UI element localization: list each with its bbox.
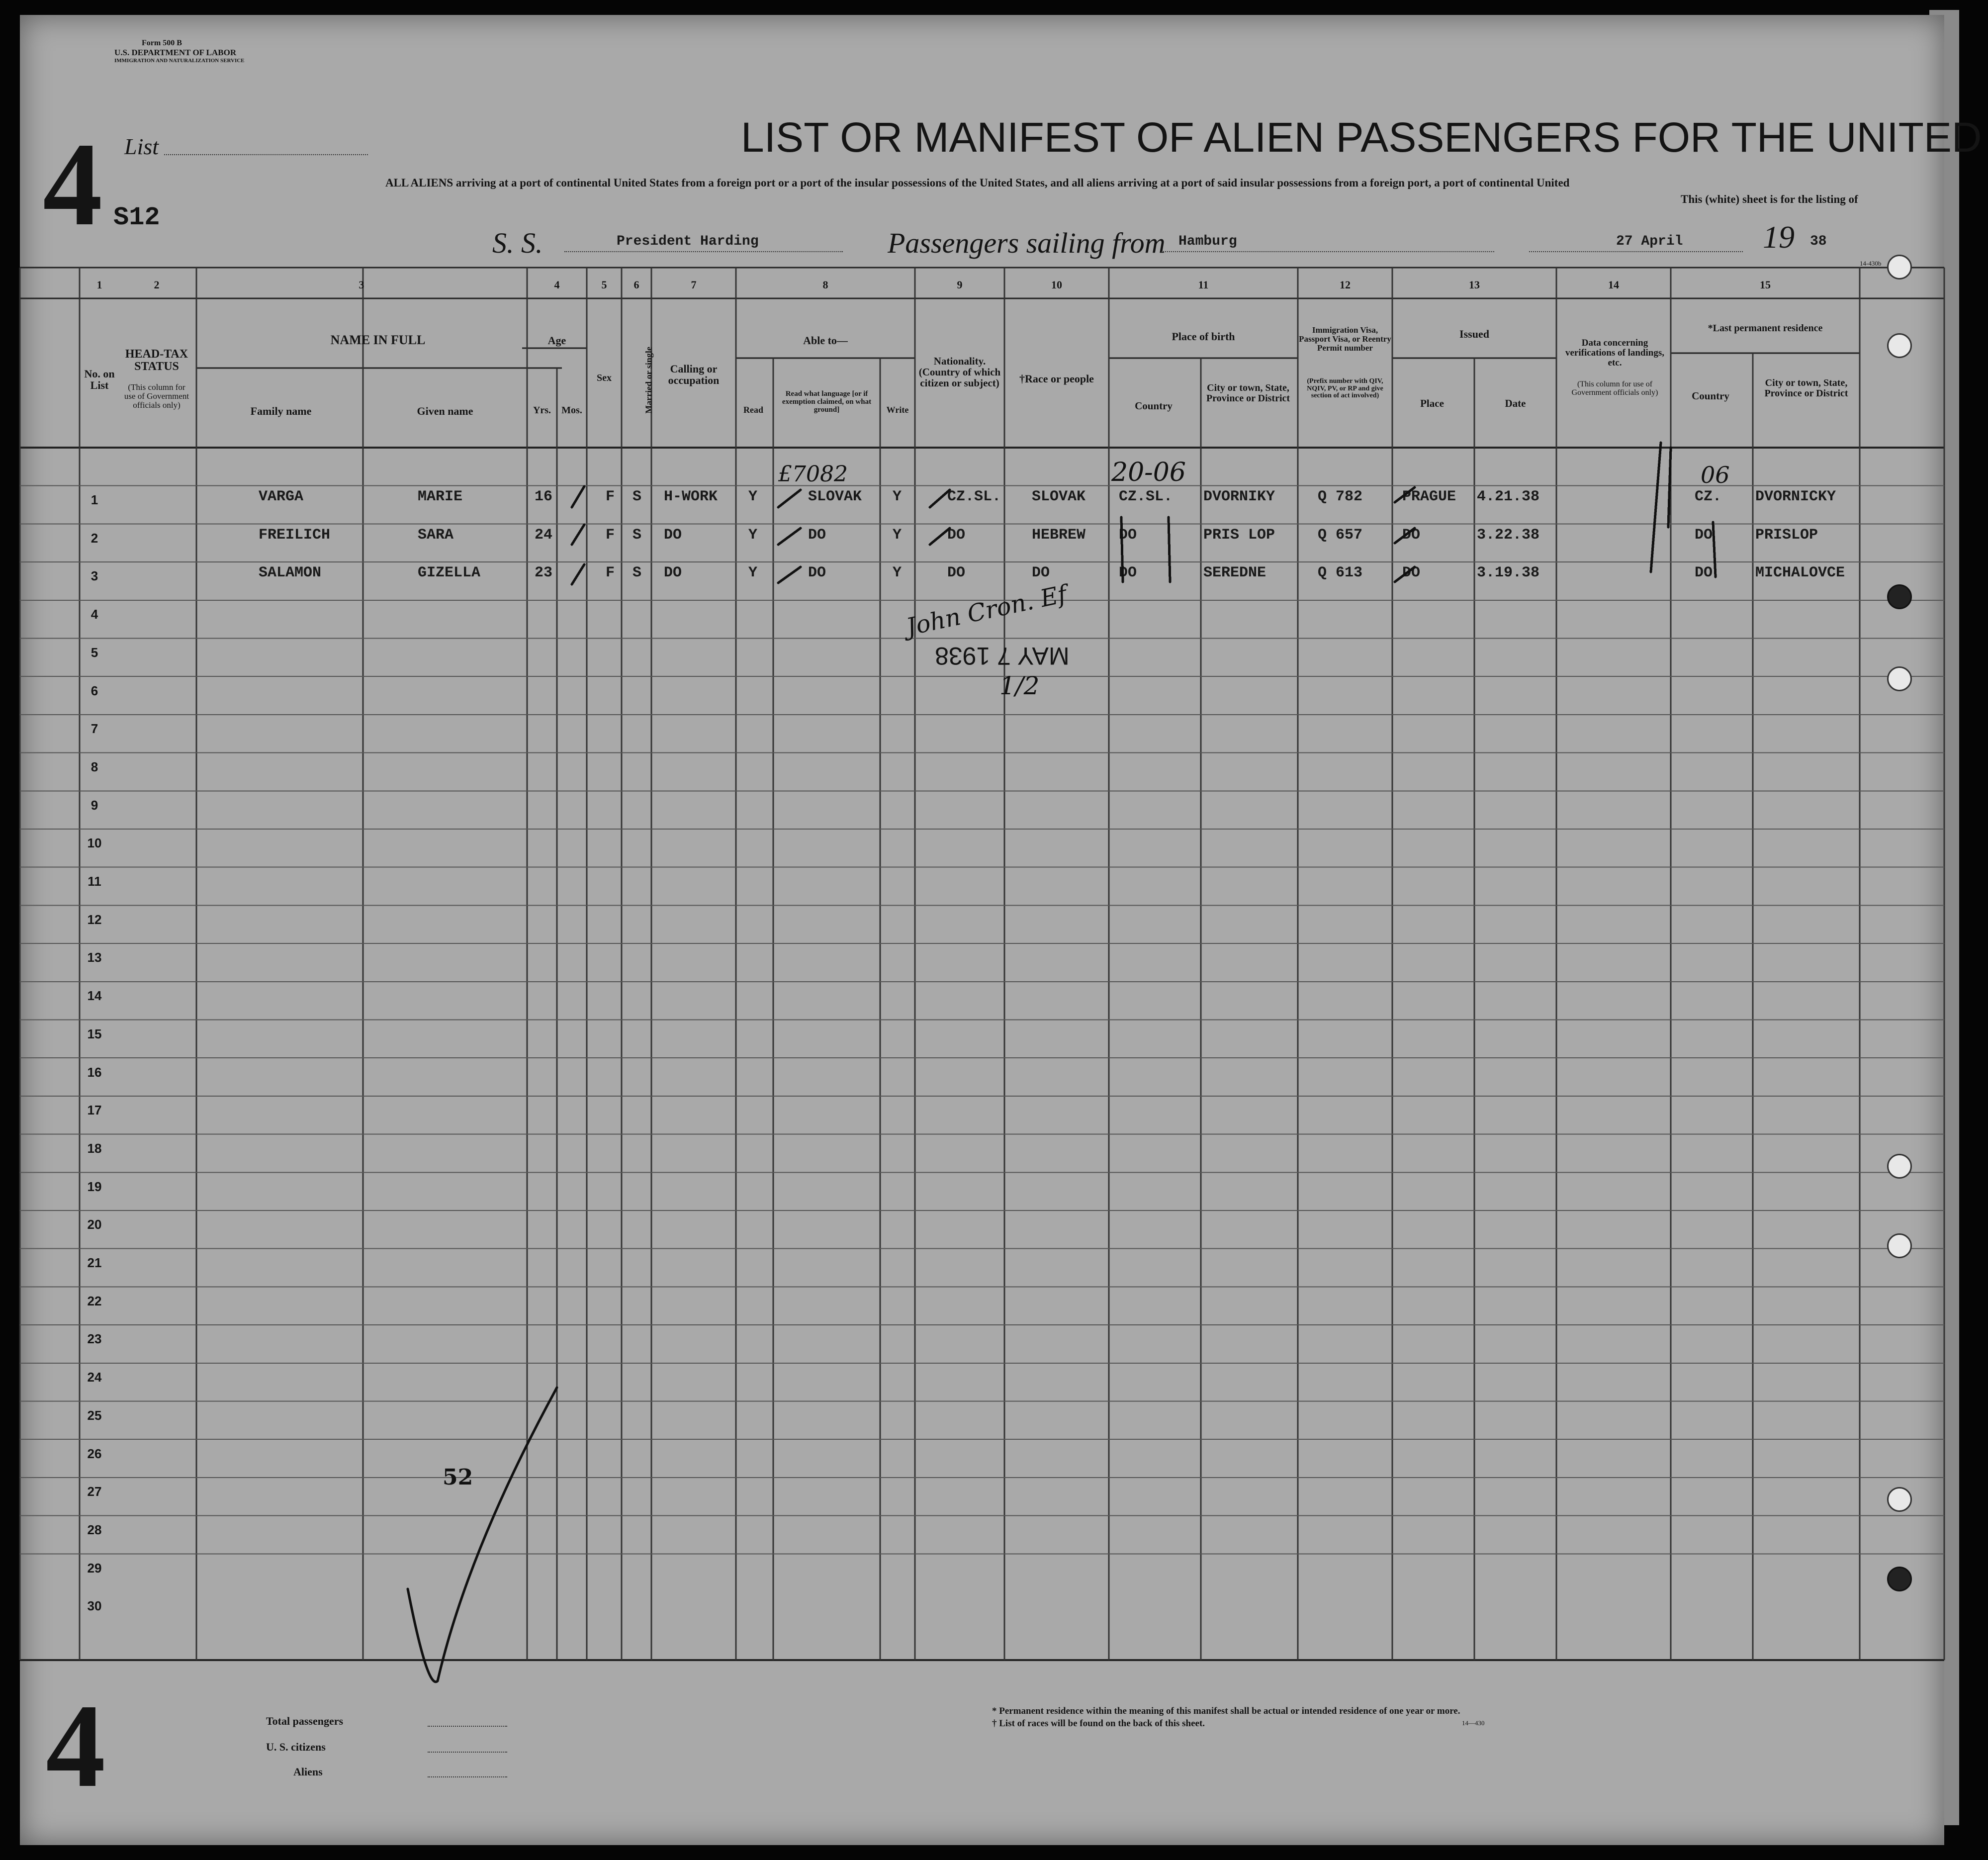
- cell-family: VARGA: [259, 488, 304, 505]
- cell-issued-date: 4.21.38: [1477, 488, 1540, 505]
- cell-birth-city: PRIS LOP: [1203, 526, 1275, 544]
- column-number: 10: [1051, 279, 1062, 291]
- manifest-subtitle: ALL ALIENS arriving at a port of continental United States from a foreign port or a port of the insular possessions of the United States, and all aliens arriving at a port of said insular possessions from a foreign port, a port of continental United: [385, 177, 1570, 189]
- cell-given: SARA: [418, 526, 454, 544]
- year-suffix: 38: [1810, 234, 1827, 249]
- ship-name: President Harding: [617, 234, 759, 249]
- cell-sex: F: [606, 526, 615, 544]
- column-number: 12: [1340, 279, 1351, 291]
- header-sex: Sex: [597, 372, 612, 383]
- row-number: 16: [87, 1064, 102, 1080]
- footnote-residence: * Permanent residence within the meaning of this manifest shall be actual or intended residence of one year or more.: [992, 1706, 1460, 1716]
- cell-issued-place: DO: [1402, 526, 1421, 544]
- cell-yrs: 23: [535, 564, 553, 582]
- row-number: 8: [90, 759, 98, 774]
- row-number: 25: [87, 1407, 102, 1423]
- sailing-from-label: Passengers sailing from: [888, 227, 1166, 259]
- sheet-number: 4: [43, 118, 102, 250]
- row-number: 5: [90, 645, 98, 660]
- cell-language: SLOVAK: [808, 488, 862, 505]
- header-name-in-full: NAME IN FULL: [330, 333, 426, 347]
- row-number: 19: [87, 1179, 102, 1194]
- cell-res-city: MICHALOVCE: [1755, 564, 1845, 582]
- header-birth-city: City or town, State, Province or District: [1206, 382, 1290, 404]
- column-number: 1: [96, 279, 102, 291]
- column-number: 8: [822, 279, 828, 291]
- header-head-tax: HEAD-TAX STATUS: [125, 348, 188, 373]
- header-verifications: Data concerning verifications of landings, etc.: [1565, 338, 1664, 368]
- footer-sheet-number: 4: [46, 1679, 105, 1812]
- form-code-top: 14-430b: [1860, 260, 1882, 267]
- cell-res-country: CZ.: [1695, 488, 1722, 505]
- cell-visa: Q 613: [1318, 564, 1363, 582]
- row-number: 28: [87, 1522, 102, 1537]
- header-write: Write: [886, 405, 909, 415]
- row-number: 6: [90, 683, 98, 698]
- aliens-label: Aliens: [293, 1766, 323, 1778]
- cell-sex: F: [606, 564, 615, 582]
- header-issued-date: Date: [1505, 397, 1526, 409]
- header-married: Married or single: [643, 347, 654, 414]
- cell-birth-country: DO: [1119, 526, 1137, 544]
- cell-read: Y: [748, 488, 758, 505]
- header-mos: Mos.: [561, 405, 582, 416]
- footnote-races: † List of races will be found on the back of this sheet.: [992, 1718, 1205, 1729]
- header-visa: Immigration Visa, Passport Visa, or Reentry Permit number: [1299, 325, 1391, 353]
- punch-hole: [1887, 666, 1912, 691]
- cell-res-country: DO: [1695, 526, 1713, 544]
- row-number: 3: [90, 568, 98, 584]
- column-number: 3: [359, 279, 364, 291]
- column-number: 4: [554, 279, 560, 291]
- column-number: 15: [1760, 279, 1771, 291]
- header-no-on-list: No. on List: [84, 368, 115, 392]
- row-number: 24: [87, 1370, 102, 1385]
- punch-hole: [1887, 584, 1912, 609]
- row-number: 12: [87, 912, 102, 927]
- column-number: 13: [1469, 279, 1480, 291]
- row-number: 26: [87, 1446, 102, 1461]
- cell-family: FREILICH: [259, 526, 331, 544]
- handwritten-count: 52: [443, 1465, 473, 1490]
- cell-birth-city: DVORNIKY: [1203, 488, 1275, 505]
- row-number: 11: [88, 874, 101, 889]
- row-number: 27: [87, 1484, 102, 1499]
- column-number: 14: [1608, 279, 1619, 291]
- header-able-to: Able to—: [803, 334, 848, 347]
- row-number: 9: [90, 797, 98, 813]
- cell-nationality: DO: [947, 564, 966, 582]
- cell-given: MARIE: [418, 488, 463, 505]
- cell-birth-country: DO: [1119, 564, 1137, 582]
- row-number: 29: [87, 1560, 102, 1576]
- punch-hole: [1887, 1154, 1912, 1179]
- cell-read: Y: [748, 526, 758, 544]
- cell-given: GIZELLA: [418, 564, 481, 582]
- column-number: 5: [601, 279, 607, 291]
- cell-write: Y: [893, 488, 902, 505]
- ss-label: S. S.: [492, 227, 543, 259]
- column-number: 9: [957, 279, 963, 291]
- row-number: 22: [87, 1293, 102, 1308]
- cell-language: DO: [808, 564, 826, 582]
- cell-visa: Q 657: [1318, 526, 1363, 544]
- row-number: 2: [90, 530, 98, 546]
- punch-hole: [1887, 333, 1912, 358]
- cell-birth-country: CZ.SL.: [1119, 488, 1173, 505]
- row-number: 23: [87, 1331, 102, 1347]
- cell-birth-city: SEREDNE: [1203, 564, 1266, 582]
- row-number: 7: [90, 721, 98, 737]
- handwritten-language-code: £7082: [778, 462, 848, 487]
- date-stamp: MAY 7 1938: [935, 642, 1070, 670]
- header-read: Read: [743, 405, 763, 415]
- row-number: 13: [87, 950, 102, 965]
- sheet-stamp: S12: [113, 203, 160, 232]
- handwritten-initials: 1/2: [999, 671, 1040, 700]
- cell-married: S: [633, 564, 642, 582]
- cell-issued-date: 3.19.38: [1477, 564, 1540, 582]
- header-race: †Race or people: [1019, 372, 1094, 385]
- total-passengers-field: [428, 1726, 507, 1727]
- cell-language: DO: [808, 526, 826, 544]
- row-number: 21: [87, 1255, 102, 1270]
- cell-visa: Q 782: [1318, 488, 1363, 505]
- cell-issued-date: 3.22.38: [1477, 526, 1540, 544]
- punch-hole: [1887, 1567, 1912, 1591]
- total-passengers-label: Total passengers: [266, 1715, 344, 1727]
- department-name: U.S. DEPARTMENT OF LABOR: [114, 48, 237, 57]
- punch-hole: [1887, 1487, 1912, 1512]
- cell-write: Y: [893, 564, 902, 582]
- column-number: 2: [154, 279, 160, 291]
- manifest-subtitle-2: This (white) sheet is for the listing of: [1681, 193, 1858, 205]
- departure-port: Hamburg: [1178, 234, 1237, 249]
- row-number: 4: [90, 607, 98, 622]
- handwritten-residence-code: 06: [1701, 462, 1730, 488]
- cell-married: S: [633, 488, 642, 505]
- row-number: 1: [90, 492, 98, 507]
- header-issued: Issued: [1459, 328, 1489, 340]
- row-number: 30: [87, 1598, 102, 1614]
- cell-nationality: DO: [947, 526, 966, 544]
- aliens-field: [428, 1776, 507, 1777]
- cell-calling: H-WORK: [664, 488, 718, 505]
- cell-write: Y: [893, 526, 902, 544]
- cell-yrs: 24: [535, 526, 553, 544]
- header-residence-city: City or town, State, Province or District: [1764, 377, 1848, 399]
- column-number: 7: [691, 279, 697, 291]
- row-number: 14: [87, 988, 102, 1004]
- header-verifications-note: (This column for use of Government officials only): [1571, 380, 1658, 397]
- punch-hole: [1887, 1233, 1912, 1258]
- row-number: 15: [87, 1026, 102, 1041]
- cell-res-country: DO: [1695, 564, 1713, 582]
- cell-family: SALAMON: [259, 564, 322, 582]
- header-family-name: Family name: [250, 405, 312, 417]
- punch-hole: [1887, 255, 1912, 279]
- departure-date: 27 April: [1616, 234, 1683, 249]
- row-number: 18: [87, 1140, 102, 1156]
- cell-yrs: 16: [535, 488, 553, 505]
- cell-race: DO: [1032, 564, 1050, 582]
- row-number: 10: [87, 836, 102, 851]
- header-birth-country: Country: [1135, 400, 1173, 412]
- form-number: Form 500 B: [142, 39, 182, 47]
- header-given-name: Given name: [417, 405, 473, 417]
- cell-issued-place: DO: [1402, 564, 1421, 582]
- header-head-tax-note: (This column for use of Government officials only): [124, 382, 189, 410]
- header-age: Age: [547, 334, 566, 347]
- cell-res-city: DVORNICKY: [1755, 488, 1836, 505]
- us-citizens-field: [428, 1752, 507, 1753]
- manifest-title: LIST OR MANIFEST OF ALIEN PASSENGERS FOR THE UNITED: [741, 114, 1982, 161]
- us-citizens-label: U. S. citizens: [266, 1741, 326, 1753]
- header-nationality: Nationality. (Country of which citizen or subject): [918, 355, 1001, 389]
- service-name: IMMIGRATION AND NATURALIZATION SERVICE: [114, 58, 245, 64]
- cell-res-city: PRISLOP: [1755, 526, 1818, 544]
- row-number: 20: [87, 1217, 102, 1232]
- cell-nationality: CZ.SL.: [947, 488, 1001, 505]
- cell-sex: F: [606, 488, 615, 505]
- cell-calling: DO: [664, 526, 682, 544]
- column-number: 11: [1198, 279, 1209, 291]
- header-issued-place: Place: [1420, 397, 1444, 409]
- cell-issued-place: PRAGUE: [1402, 488, 1456, 505]
- footer-form-code: 14—430: [1462, 1719, 1485, 1727]
- cell-race: HEBREW: [1032, 526, 1086, 544]
- list-label: List: [124, 134, 159, 159]
- header-place-of-birth: Place of birth: [1172, 330, 1235, 343]
- inspector-signature: John Cron. Ef: [904, 580, 1070, 642]
- header-calling: Calling or occupation: [668, 363, 720, 387]
- cell-married: S: [633, 526, 642, 544]
- year-prefix: 19: [1763, 219, 1795, 255]
- header-residence-country: Country: [1692, 390, 1729, 402]
- cell-race: SLOVAK: [1032, 488, 1086, 505]
- header-last-residence: *Last permanent residence: [1708, 323, 1823, 334]
- handwritten-birth-code: 20-06: [1111, 458, 1186, 487]
- header-read-language: Read what language [or if exemption claimed, on what ground]: [782, 390, 872, 414]
- column-number: 6: [633, 279, 639, 291]
- cell-read: Y: [748, 564, 758, 582]
- row-number: 17: [87, 1103, 102, 1118]
- header-visa-note: (Prefix number with QIV, NQIV, PV, or RP and give section of act involved): [1307, 377, 1383, 400]
- header-yrs: Yrs.: [533, 405, 551, 416]
- cell-calling: DO: [664, 564, 682, 582]
